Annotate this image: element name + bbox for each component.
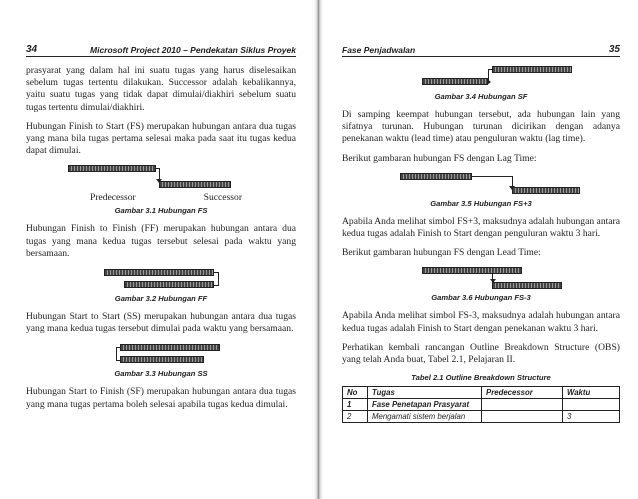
paragraph: Apabila Anda melihat simbol FS-3, maksudnya adalah hubungan antara kedua tugas adalah Finish to Start dengan penekanan waktu 3 hari.	[342, 310, 620, 334]
running-title: Microsoft Project 2010 – Pendekatan Siklus Proyek	[90, 45, 296, 55]
task-bar	[159, 181, 231, 188]
paragraph: Berikut gambaran hubungan FS dengan Lead Time:	[342, 247, 541, 259]
figure-caption: Gambar 3.4 Hubungan SF	[434, 92, 528, 101]
lead-diagram	[342, 266, 620, 290]
task-bar	[512, 187, 580, 194]
paragraph: Perhatikan kembali rancangan Outline Breakdown Structure (OBS) yang telah Anda buat, Tabel 2.1, Pelajaran II.	[342, 341, 620, 366]
cell-no: 1	[343, 399, 368, 411]
task-bar	[492, 282, 562, 289]
paragraph: prasyarat yang dalam hal ini suatu tugas yang harus diselesaikan sebelum tugas tertentu dilakukan. Successor adalah kebalikannya, yaitu suatu tugas yang tidak dapat dimulai/diakhiri sebelum suatu tugas tertentu dimulai/diakhiri.	[26, 65, 296, 113]
task-bar	[422, 267, 522, 274]
lag-diagram	[342, 172, 620, 196]
cell-tugas: Mengamati sistem berjalan	[368, 411, 482, 423]
figure-caption: Gambar 3.3 Hubungan SS	[114, 369, 208, 379]
cell-tugas: Fase Penetapan Prasyarat	[368, 399, 482, 411]
right-page	[322, 0, 638, 499]
link-line	[214, 272, 219, 286]
task-bar	[104, 269, 214, 276]
diagram-labels	[56, 192, 276, 203]
left-page	[0, 0, 316, 499]
cell-predecessor	[482, 399, 563, 411]
task-bar	[124, 281, 214, 288]
column-header-waktu: Waktu	[563, 387, 620, 399]
page-number: 35	[608, 44, 620, 55]
column-header-tugas: Tugas	[368, 387, 482, 399]
predecessor-label: Predecessor	[89, 192, 136, 204]
successor-label: Successor	[203, 192, 243, 204]
table-header-row	[343, 387, 620, 399]
paragraph: Hubungan Finish to Start (FS) merupakan hubungan antara dua tugas yang mana bila tugas pertama selesai maka pada saat itu tugas kedua dapat dimulai.	[26, 120, 296, 157]
task-bar	[120, 356, 204, 363]
obs-table	[342, 386, 620, 423]
figure-caption: Gambar 3.5 Hubungan FS+3	[430, 198, 532, 208]
table-row	[343, 411, 620, 423]
paragraph: Hubungan Start to Finish (SF) merupakan hubungan antara dua tugas yang mana tugas pertama boleh selesai apabila tugas kedua dimulai.	[26, 386, 296, 410]
sf-diagram	[342, 65, 620, 89]
fs-diagram	[26, 164, 296, 190]
paragraph: Hubungan Finish to Finish (FF) merupakan hubungan antara dua tugas yang mana kedua tugas tersebut selesai pada waktu yang bersamaan.	[26, 223, 296, 259]
page-header-right	[342, 44, 620, 57]
task-bar	[120, 344, 220, 351]
table-caption: Tabel 2.1 Outline Breakdown Structure	[411, 373, 551, 383]
task-bar	[68, 165, 156, 172]
paragraph: Di samping keempat hubungan tersebut, ada hubungan lain yang sifatnya turunan. Hubungan turunan dicirikan dengan adanya penekanan waktu (lead time) atau penguluran waktu (lag time).	[342, 109, 620, 145]
cell-waktu	[563, 399, 620, 411]
ss-diagram	[26, 342, 296, 366]
figure-caption: Gambar 3.1 Hubungan FS	[114, 206, 208, 216]
paragraph: Berikut gambaran hubungan FS dengan Lag Time:	[342, 152, 537, 164]
cell-no: 2	[343, 411, 368, 423]
task-bar	[400, 173, 472, 180]
task-bar	[422, 78, 488, 85]
table-row	[343, 399, 620, 411]
running-title: Fase Penjadwalan	[342, 45, 416, 55]
task-bar	[492, 66, 572, 73]
paragraph: Hubungan Start to Start (SS) merupakan hubungan antara dua tugas yang mana kedua tugas tersebut dimulai pada waktu yang bersamaan.	[26, 311, 296, 335]
cell-predecessor	[482, 411, 563, 423]
page-header-left	[26, 44, 296, 57]
ff-diagram	[26, 267, 296, 291]
figure-caption: Gambar 3.6 Hubungan FS-3	[431, 293, 531, 303]
page-number: 34	[26, 44, 38, 55]
figure-caption: Gambar 3.2 Hubungan FF	[114, 294, 208, 304]
paragraph: Apabila Anda melihat simbol FS+3, maksudnya adalah hubungan antara kedua tugas adalah Finish to Start dengan penguluran waktu 3 hari.	[342, 215, 620, 240]
link-line	[472, 176, 513, 189]
column-header-no: No	[343, 387, 368, 399]
column-header-predecessor: Predecessor	[482, 387, 563, 399]
cell-waktu: 3	[563, 411, 620, 423]
